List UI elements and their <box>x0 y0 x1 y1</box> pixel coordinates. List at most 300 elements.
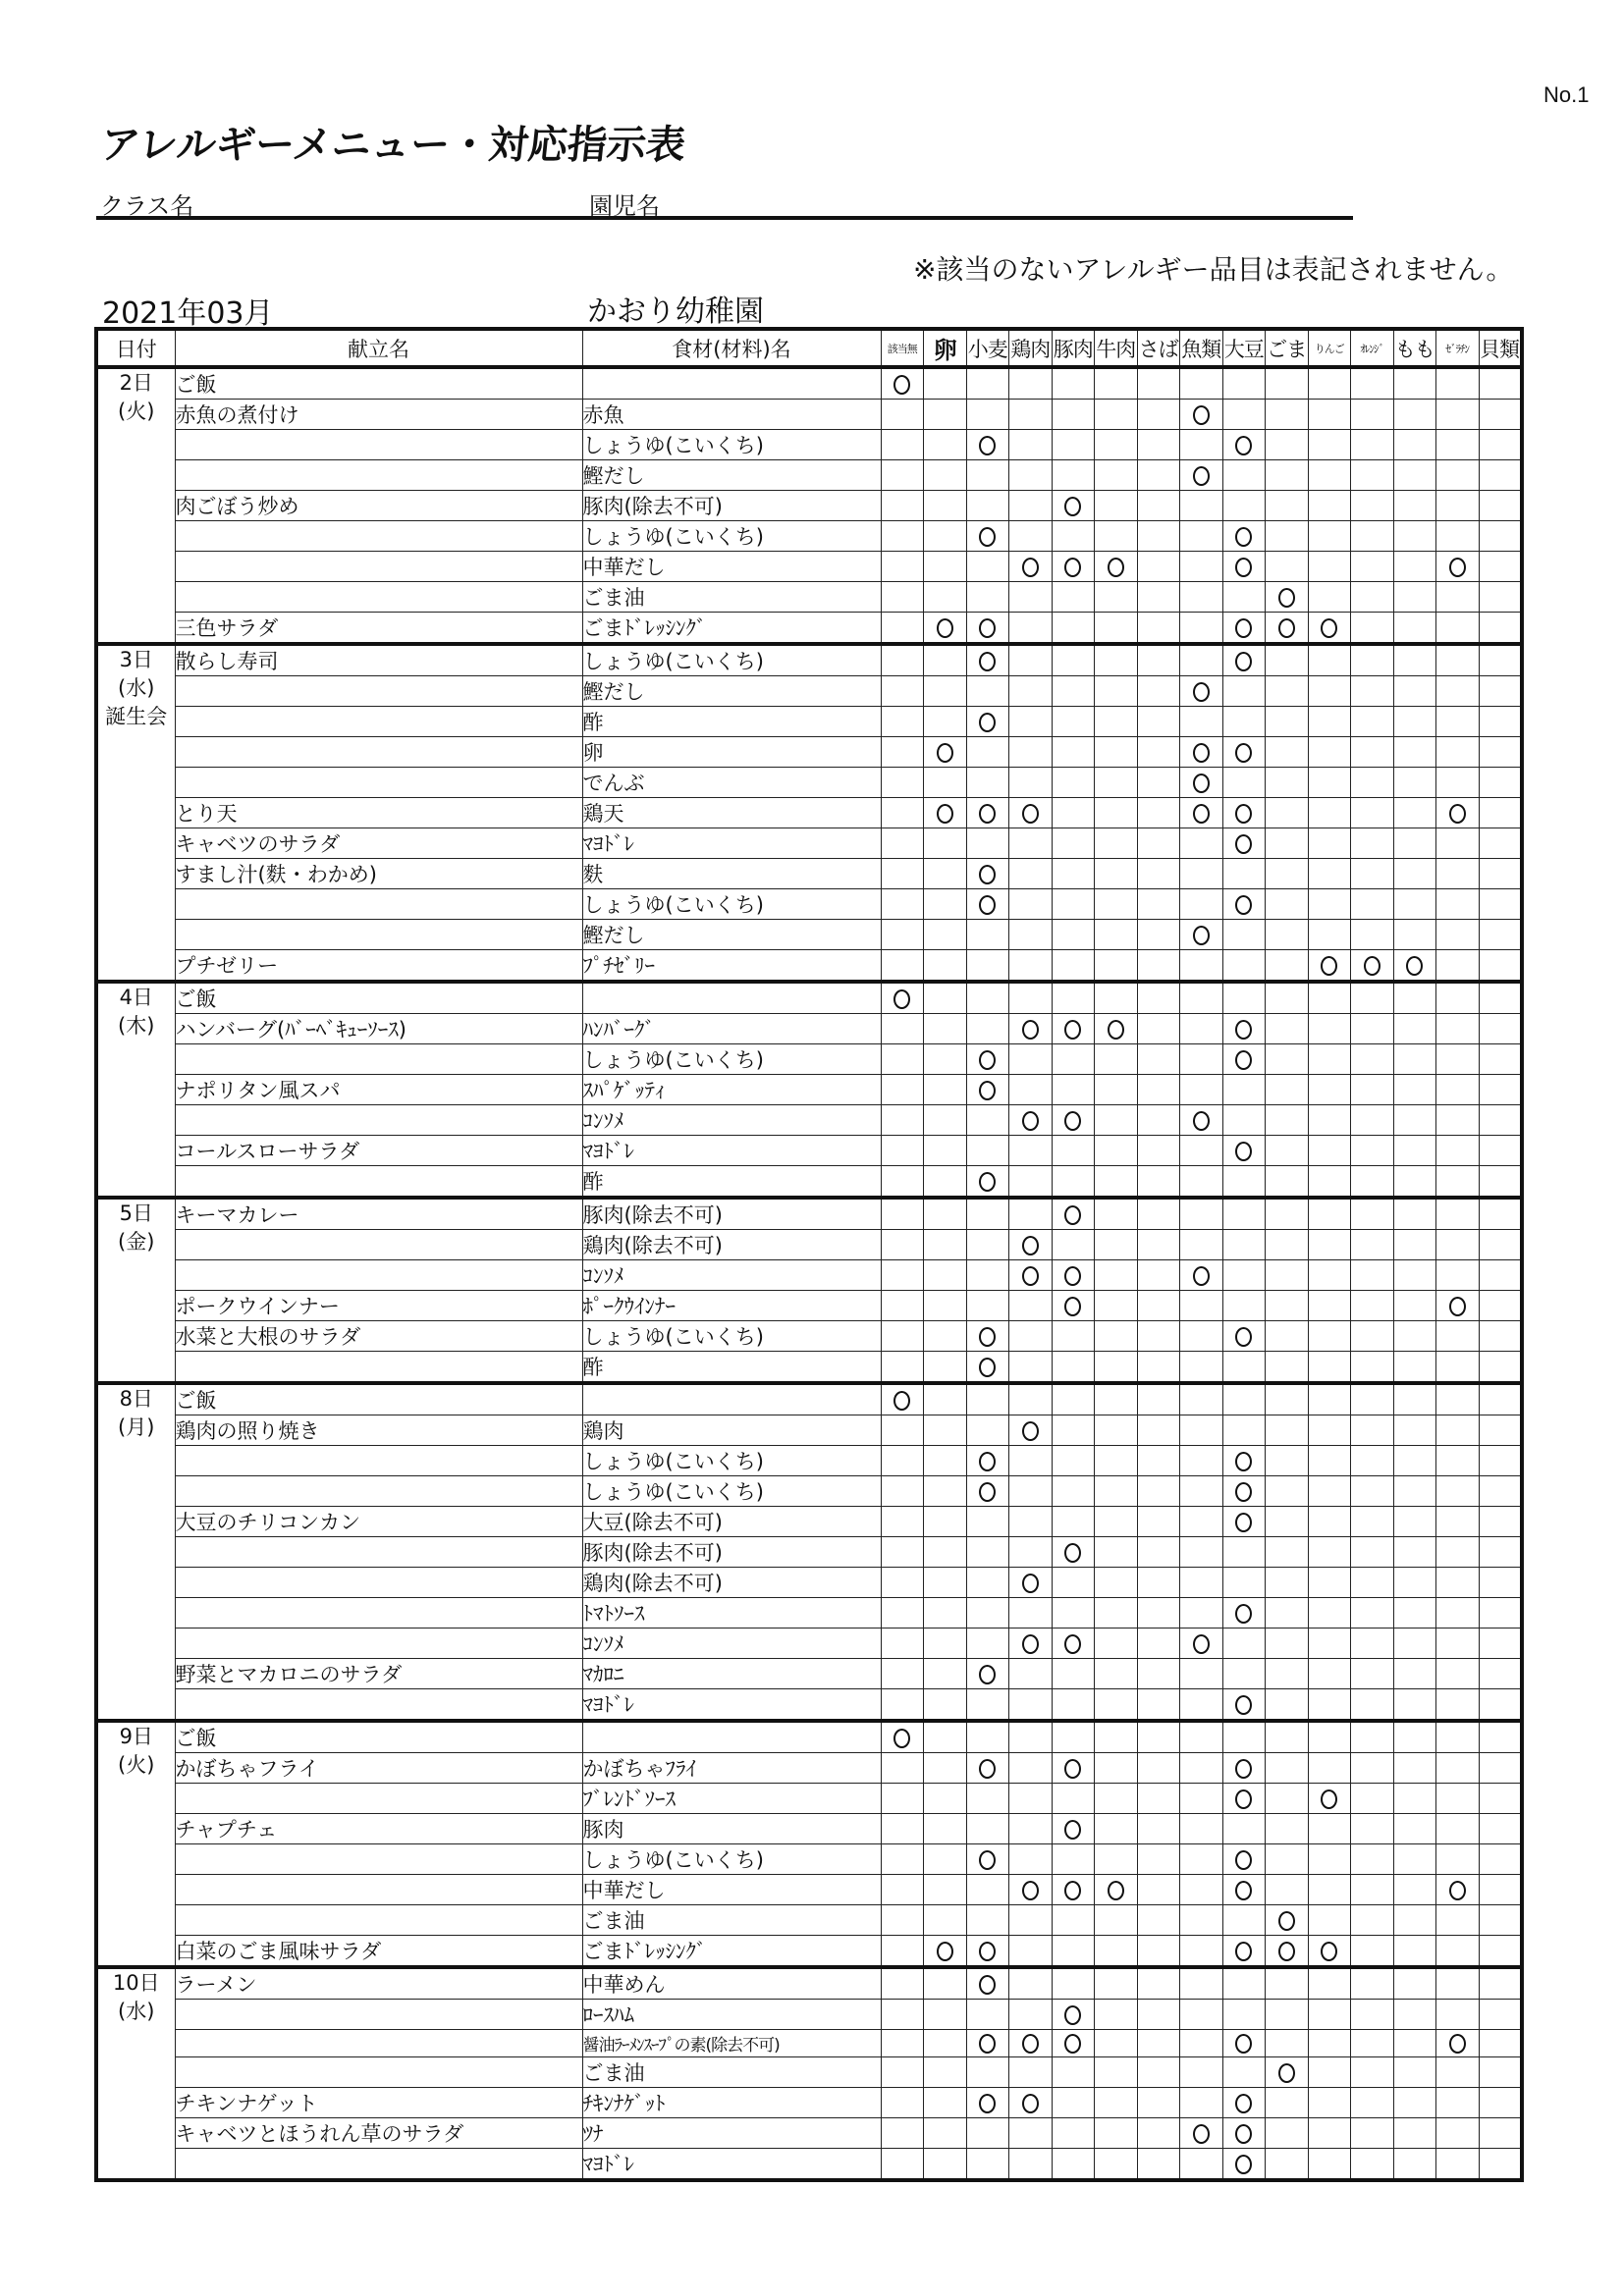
allergen-cell <box>924 1784 967 1814</box>
allergen-cell <box>1393 1936 1436 1968</box>
allergen-cell <box>1009 460 1053 491</box>
allergen-cell <box>1137 798 1180 828</box>
allergen-cell <box>1222 644 1266 676</box>
allergen-cell <box>1095 1415 1138 1446</box>
circle-mark-icon <box>1022 1574 1039 1593</box>
allergen-cell <box>1137 1659 1180 1689</box>
allergen-cell <box>1266 2030 1309 2057</box>
ingredient-name: ﾂﾅ <box>582 2118 881 2149</box>
allergen-cell <box>881 1260 924 1291</box>
allergen-cell <box>1436 1136 1480 1166</box>
allergen-cell <box>966 1291 1009 1321</box>
allergen-cell <box>1009 1446 1053 1476</box>
allergen-cell <box>1436 1415 1480 1446</box>
allergen-cell <box>1009 613 1053 645</box>
menu-name <box>175 1446 582 1476</box>
date-date: 9日 <box>119 1725 153 1748</box>
month-label: 2021年03月 <box>102 296 274 331</box>
circle-mark-icon <box>1064 1020 1081 1040</box>
allergen-cell <box>1393 1014 1436 1044</box>
allergen-cell <box>1009 1383 1053 1415</box>
circle-mark-icon <box>1064 497 1081 516</box>
allergen-cell <box>1308 2149 1351 2181</box>
allergen-cell <box>1393 1753 1436 1784</box>
allergen-cell <box>1180 737 1223 768</box>
circle-mark-icon <box>1193 804 1210 824</box>
allergen-cell <box>1095 1507 1138 1537</box>
allergen-cell <box>1479 1721 1522 1753</box>
allergen-cell <box>1009 1689 1053 1722</box>
allergen-cell <box>881 1814 924 1844</box>
allergen-cell <box>966 552 1009 582</box>
allergen-cell <box>1095 460 1138 491</box>
allergen-cell <box>1222 1260 1266 1291</box>
allergen-cell <box>1351 1044 1394 1075</box>
allergen-cell <box>1009 2118 1053 2149</box>
allergen-cell <box>1052 521 1095 552</box>
allergen-cell <box>1393 1352 1436 1384</box>
allergen-cell <box>1052 1844 1095 1875</box>
allergen-cell <box>1351 552 1394 582</box>
allergen-cell <box>1137 1446 1180 1476</box>
allergen-cell <box>1308 1136 1351 1166</box>
table-row <box>96 828 1522 859</box>
allergen-cell <box>1436 644 1480 676</box>
menu-name <box>175 1476 582 1507</box>
allergen-cell <box>1009 676 1053 707</box>
allergen-cell <box>1308 1014 1351 1044</box>
allergen-cell <box>1095 582 1138 613</box>
allergen-cell <box>1009 1659 1053 1689</box>
allergen-cell <box>966 1166 1009 1199</box>
allergen-cell <box>1266 613 1309 645</box>
allergen-cell <box>1266 982 1309 1014</box>
allergen-cell <box>1393 1105 1436 1136</box>
allergen-cell <box>1351 1905 1394 1936</box>
allergen-cell <box>1479 1905 1522 1936</box>
allergen-cell <box>1095 798 1138 828</box>
allergen-cell <box>1095 2149 1138 2181</box>
allergen-cell <box>1009 950 1053 983</box>
date-date: 5日 <box>119 1201 153 1225</box>
ingredient-name: ｺﾝｿﾒ <box>582 1260 881 1291</box>
circle-mark-icon <box>1235 1142 1252 1161</box>
allergen-cell <box>881 1291 924 1321</box>
circle-mark-icon <box>1406 956 1423 976</box>
circle-mark-icon <box>1235 1850 1252 1870</box>
allergen-cell <box>1351 1166 1394 1199</box>
allergen-cell <box>1052 2149 1095 2181</box>
table-row <box>96 1136 1522 1166</box>
allergen-cell <box>1222 1844 1266 1875</box>
allergen-cell <box>1222 798 1266 828</box>
menu-name <box>175 1905 582 1936</box>
allergen-cell <box>881 1598 924 1629</box>
allergen-cell <box>1308 491 1351 521</box>
allergen-cell <box>1222 768 1266 798</box>
allergen-cell <box>1393 1044 1436 1075</box>
allergen-cell <box>1436 1230 1480 1260</box>
allergen-cell <box>1137 1352 1180 1384</box>
allergen-cell <box>966 1136 1009 1166</box>
allergen-cell <box>1266 707 1309 737</box>
allergen-cell <box>924 2118 967 2149</box>
allergen-cell <box>1137 2000 1180 2030</box>
allergen-cell <box>1095 1537 1138 1568</box>
allergen-cell <box>1351 1936 1394 1968</box>
circle-mark-icon <box>1235 2124 1252 2144</box>
allergen-cell <box>1052 2030 1095 2057</box>
allergen-cell <box>966 768 1009 798</box>
allergen-cell <box>966 920 1009 950</box>
allergen-cell <box>1052 1689 1095 1722</box>
allergen-cell <box>924 1352 967 1384</box>
allergen-cell <box>1222 460 1266 491</box>
allergen-cell <box>1308 1075 1351 1105</box>
menu-name <box>175 1230 582 1260</box>
allergen-cell <box>1351 613 1394 645</box>
allergen-cell <box>1137 1784 1180 1814</box>
date-date: 4日 <box>119 986 153 1009</box>
allergen-cell <box>1393 1198 1436 1230</box>
allergen-cell <box>1009 552 1053 582</box>
allergen-cell <box>1436 491 1480 521</box>
table-row <box>96 1075 1522 1105</box>
menu-name: 水菜と大根のサラダ <box>175 1321 582 1352</box>
allergen-cell <box>1393 2149 1436 2181</box>
allergen-cell <box>1308 889 1351 920</box>
allergen-cell <box>1393 982 1436 1014</box>
allergen-cell <box>1222 737 1266 768</box>
allergen-cell <box>1266 491 1309 521</box>
allergen-cell <box>1137 1075 1180 1105</box>
allergen-cell <box>1308 920 1351 950</box>
allergen-cell <box>1095 1967 1138 2000</box>
table-row <box>96 1936 1522 1968</box>
allergen-cell <box>881 613 924 645</box>
allergen-cell <box>1436 1260 1480 1291</box>
allergen-cell <box>1052 491 1095 521</box>
allergen-cell <box>1180 1136 1223 1166</box>
allergen-cell <box>1436 1753 1480 1784</box>
allergen-cell <box>1393 1075 1436 1105</box>
allergen-cell <box>1222 1721 1266 1753</box>
allergen-cell <box>1137 889 1180 920</box>
ingredient-name: 豚肉(除去不可) <box>582 491 881 521</box>
allergen-cell <box>1266 1936 1309 1968</box>
menu-name <box>175 1166 582 1199</box>
allergen-cell <box>881 1507 924 1537</box>
ingredient-name: 鰹だし <box>582 676 881 707</box>
allergen-cell <box>1222 1044 1266 1075</box>
circle-mark-icon <box>1193 405 1210 425</box>
allergen-cell <box>1095 1291 1138 1321</box>
date-date: 2日 <box>119 371 153 395</box>
allergen-cell <box>1137 828 1180 859</box>
table-row <box>96 1568 1522 1598</box>
allergen-cell <box>1137 1014 1180 1044</box>
allergen-cell <box>1137 2057 1180 2088</box>
allergen-cell <box>881 1166 924 1199</box>
circle-mark-icon <box>979 652 996 671</box>
allergen-cell <box>1137 1844 1180 1875</box>
allergen-cell <box>1095 552 1138 582</box>
header-allergen: もも <box>1393 329 1436 367</box>
allergen-cell <box>1137 582 1180 613</box>
allergen-cell <box>1436 1075 1480 1105</box>
allergen-cell <box>966 430 1009 460</box>
allergen-cell <box>1222 2088 1266 2118</box>
allergen-cell <box>881 1476 924 1507</box>
allergen-cell <box>1393 1905 1436 1936</box>
circle-mark-icon <box>1235 1020 1252 1040</box>
allergen-cell <box>1095 982 1138 1014</box>
circle-mark-icon <box>1235 1881 1252 1900</box>
ingredient-name: ごま油 <box>582 582 881 613</box>
allergen-cell <box>1052 644 1095 676</box>
table-row <box>96 1321 1522 1352</box>
allergen-cell <box>1137 1230 1180 1260</box>
allergen-cell <box>1393 1875 1436 1905</box>
allergen-cell <box>966 1936 1009 1968</box>
allergen-cell <box>1180 1905 1223 1936</box>
allergen-cell <box>1052 737 1095 768</box>
allergen-cell <box>1436 1044 1480 1075</box>
allergen-cell <box>1009 1321 1053 1352</box>
circle-mark-icon <box>1022 2034 1039 2054</box>
allergen-cell <box>1436 400 1480 430</box>
allergen-cell <box>1436 1905 1480 1936</box>
allergen-cell <box>1052 1967 1095 2000</box>
allergen-cell <box>1137 737 1180 768</box>
date-weekday: (火) <box>118 1753 155 1777</box>
allergen-cell <box>966 2088 1009 2118</box>
allergen-cell <box>881 1537 924 1568</box>
allergen-cell <box>881 2057 924 2088</box>
allergen-cell <box>1009 1044 1053 1075</box>
table-row <box>96 1230 1522 1260</box>
allergen-cell <box>924 1136 967 1166</box>
ingredient-name: しょうゆ(こいくち) <box>582 521 881 552</box>
allergen-cell <box>1266 2000 1309 2030</box>
table-row <box>96 1629 1522 1659</box>
ingredient-name: 豚肉(除去不可) <box>582 1198 881 1230</box>
circle-mark-icon <box>979 1975 996 1995</box>
allergen-cell <box>1308 1629 1351 1659</box>
allergen-cell <box>1436 1476 1480 1507</box>
allergen-cell <box>1052 768 1095 798</box>
allergen-cell <box>1180 367 1223 400</box>
allergen-cell <box>881 1659 924 1689</box>
allergen-cell <box>966 950 1009 983</box>
allergen-cell <box>1180 1967 1223 2000</box>
allergen-cell <box>1052 798 1095 828</box>
date-weekday: (火) <box>118 400 155 423</box>
allergen-cell <box>966 644 1009 676</box>
allergen-cell <box>1222 1198 1266 1230</box>
allergen-cell <box>1052 1352 1095 1384</box>
allergen-cell <box>1351 1075 1394 1105</box>
table-row <box>96 2030 1522 2057</box>
allergen-cell <box>1351 1415 1394 1446</box>
allergen-cell <box>1479 1844 1522 1875</box>
allergen-cell <box>1308 1415 1351 1446</box>
allergen-cell <box>1180 1291 1223 1321</box>
allergen-cell <box>1436 430 1480 460</box>
circle-mark-icon <box>1235 1695 1252 1715</box>
table-row <box>96 1721 1522 1753</box>
allergen-cell <box>1308 737 1351 768</box>
document-title: アレルギーメニュー・対応指示表 <box>98 123 688 168</box>
allergen-cell <box>1137 1689 1180 1722</box>
allergen-cell <box>1052 1537 1095 1568</box>
circle-mark-icon <box>1235 618 1252 638</box>
allergen-cell <box>1180 430 1223 460</box>
allergen-cell <box>1052 1875 1095 1905</box>
allergen-cell <box>966 1321 1009 1352</box>
table-row <box>96 1598 1522 1629</box>
table-row <box>96 1844 1522 1875</box>
ingredient-name: しょうゆ(こいくち) <box>582 889 881 920</box>
allergen-cell <box>1351 798 1394 828</box>
ingredient-name: 豚肉(除去不可) <box>582 1537 881 1568</box>
menu-name <box>175 430 582 460</box>
allergen-cell <box>1351 2118 1394 2149</box>
ingredient-name: しょうゆ(こいくち) <box>582 644 881 676</box>
date-weekday: (金) <box>118 1230 155 1254</box>
allergen-cell <box>1137 1166 1180 1199</box>
circle-mark-icon <box>1022 2094 1039 2113</box>
circle-mark-icon <box>1193 774 1210 793</box>
circle-mark-icon <box>893 989 910 1009</box>
allergen-cell <box>1180 768 1223 798</box>
menu-name <box>175 460 582 491</box>
circle-mark-icon <box>1449 1297 1466 1316</box>
ingredient-name: 鰹だし <box>582 920 881 950</box>
allergen-cell <box>881 1936 924 1968</box>
circle-mark-icon <box>1235 834 1252 854</box>
allergen-cell <box>1436 1166 1480 1199</box>
allergen-cell <box>1095 1598 1138 1629</box>
allergen-cell <box>1095 1753 1138 1784</box>
ingredient-name: ﾏﾖﾄﾞﾚ <box>582 1136 881 1166</box>
allergen-cell <box>1436 1844 1480 1875</box>
header-allergen: 鶏肉 <box>1009 329 1053 367</box>
allergen-cell <box>1095 400 1138 430</box>
allergen-cell <box>1351 1875 1394 1905</box>
allergen-cell <box>1479 982 1522 1014</box>
allergen-cell <box>1180 1075 1223 1105</box>
allergen-cell <box>881 676 924 707</box>
table-row <box>96 920 1522 950</box>
table-row <box>96 1291 1522 1321</box>
allergen-cell <box>1095 1689 1138 1722</box>
ingredient-name <box>582 367 881 400</box>
allergen-cell <box>1436 1352 1480 1384</box>
allergen-cell <box>924 859 967 889</box>
allergen-cell <box>1479 2149 1522 2181</box>
allergen-cell <box>1222 1415 1266 1446</box>
allergen-cell <box>1009 1844 1053 1875</box>
allergen-cell <box>1479 889 1522 920</box>
menu-name: キャベツとほうれん草のサラダ <box>175 2118 582 2149</box>
allergen-cell <box>1180 2149 1223 2181</box>
allergen-cell <box>1222 676 1266 707</box>
allergen-cell <box>1436 1105 1480 1136</box>
allergen-cell <box>1393 491 1436 521</box>
allergen-cell <box>1222 1105 1266 1136</box>
allergen-cell <box>1393 430 1436 460</box>
allergen-cell <box>1052 400 1095 430</box>
date-date: 10日 <box>112 1971 160 1995</box>
menu-name: ご飯 <box>175 1721 582 1753</box>
allergen-cell <box>1308 1352 1351 1384</box>
allergen-cell <box>1351 982 1394 1014</box>
circle-mark-icon <box>1235 1604 1252 1624</box>
allergen-cell <box>966 1784 1009 1814</box>
allergen-cell <box>1266 430 1309 460</box>
allergen-cell <box>1266 1967 1309 2000</box>
allergen-cell <box>1180 1629 1223 1659</box>
allergen-cell <box>1052 1814 1095 1844</box>
ingredient-name: 大豆(除去不可) <box>582 1507 881 1537</box>
allergen-cell <box>881 2118 924 2149</box>
allergen-cell <box>1393 2118 1436 2149</box>
allergen-cell <box>1095 1476 1138 1507</box>
allergen-cell <box>1308 1476 1351 1507</box>
allergen-cell <box>1009 889 1053 920</box>
allergen-cell <box>1479 1936 1522 1968</box>
table-row <box>96 1689 1522 1722</box>
allergen-cell <box>1308 1166 1351 1199</box>
allergen-cell <box>1137 707 1180 737</box>
allergen-cell <box>1180 1659 1223 1689</box>
allergen-cell <box>1266 552 1309 582</box>
menu-name: ポークウインナー <box>175 1291 582 1321</box>
table-body <box>96 367 1522 2180</box>
allergen-cell <box>1351 430 1394 460</box>
circle-mark-icon <box>1022 1634 1039 1654</box>
circle-mark-icon <box>979 527 996 547</box>
allergen-cell <box>1351 1105 1394 1136</box>
allergen-cell <box>1266 1844 1309 1875</box>
allergen-cell <box>1052 460 1095 491</box>
allergen-cell <box>1393 460 1436 491</box>
ingredient-name: ﾏﾖﾄﾞﾚ <box>582 828 881 859</box>
allergen-cell <box>1308 1753 1351 1784</box>
allergen-note: ※該当のないアレルギー品目は表記されません。 <box>913 253 1514 286</box>
allergen-cell <box>1308 1875 1351 1905</box>
allergen-cell <box>1095 1321 1138 1352</box>
allergen-cell <box>1180 950 1223 983</box>
allergen-cell <box>1393 676 1436 707</box>
allergen-cell <box>1351 1721 1394 1753</box>
allergen-cell <box>1393 798 1436 828</box>
allergen-cell <box>924 1844 967 1875</box>
allergen-cell <box>1052 1659 1095 1689</box>
allergen-cell <box>1436 2057 1480 2088</box>
allergen-cell <box>924 1198 967 1230</box>
allergen-cell <box>1479 1689 1522 1722</box>
allergen-cell <box>1052 1291 1095 1321</box>
allergen-cell <box>1479 582 1522 613</box>
allergen-cell <box>1222 400 1266 430</box>
allergen-cell <box>1137 491 1180 521</box>
allergen-cell <box>1266 1875 1309 1905</box>
allergen-cell <box>1266 1598 1309 1629</box>
menu-name: すまし汁(麩・わかめ) <box>175 859 582 889</box>
allergen-cell <box>1266 1814 1309 1844</box>
